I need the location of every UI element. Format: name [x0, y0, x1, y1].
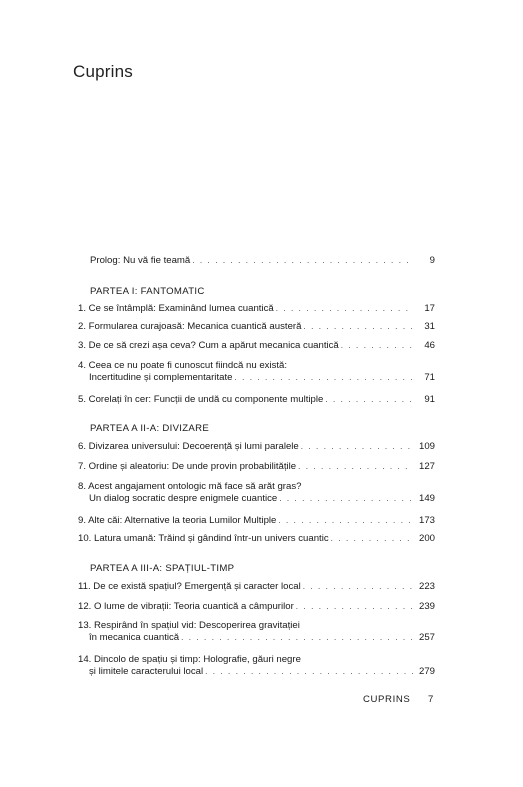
toc-page-number: 91	[424, 394, 435, 405]
part-heading-1: PARTEA I: FANTOMATIC	[90, 286, 205, 297]
toc-entry-5[interactable]	[78, 394, 435, 406]
dot-leader	[279, 493, 413, 505]
toc-entry-prolog[interactable]	[90, 255, 435, 267]
toc-entry-title: 12. O lume de vibrații: Teoria cuantică a câmpurilor	[78, 601, 294, 612]
dot-leader	[325, 394, 413, 406]
running-footer-page-number: 7	[428, 694, 434, 705]
toc-entry-12[interactable]	[78, 601, 435, 613]
toc-entry-title: 6. Divizarea universului: Decoerență și lumi paralele	[78, 441, 299, 452]
dot-leader	[276, 303, 413, 315]
toc-entry-title: 9. Alte căi: Alternative la teoria Lumilor Multiple	[78, 515, 277, 526]
dot-leader	[331, 533, 413, 545]
toc-entry-title: 11. De ce există spațiul? Emergență și caracter local	[78, 581, 301, 592]
dot-leader	[278, 515, 413, 527]
toc-page-number: 127	[418, 461, 435, 472]
dot-leader	[298, 461, 413, 473]
toc-entry-title: 2. Formularea curajoasă: Mecanica cuantică austeră	[78, 321, 302, 332]
toc-entry-title-cont: în mecanica cuantică	[89, 632, 180, 643]
dot-leader	[192, 255, 413, 267]
toc-entry-6[interactable]	[78, 441, 435, 453]
toc-page-number: 239	[418, 601, 435, 612]
toc-entry-title: 13. Respirând în spațiul vid: Descoperirea gravitației	[78, 620, 300, 631]
toc-page-number: 71	[424, 372, 435, 383]
toc-entry-1[interactable]	[78, 303, 435, 315]
toc-entry-title: 5. Corelați în cer: Funcții de undă cu componente multiple	[78, 394, 324, 405]
dot-leader	[234, 372, 413, 384]
dot-leader	[181, 632, 413, 644]
toc-entry-9[interactable]	[78, 515, 435, 527]
dot-leader	[296, 601, 413, 613]
dot-leader	[341, 340, 413, 352]
toc-entry-10[interactable]	[78, 533, 435, 545]
toc-entry-3[interactable]	[78, 340, 435, 352]
toc-entry-title: 4. Ceea ce nu poate fi cunoscut fiindcă nu există:	[78, 360, 288, 371]
toc-entry-title: 10. Latura umană: Trăind și gândind într-un univers cuantic	[78, 533, 329, 544]
toc-page-number: 109	[418, 441, 435, 452]
toc-entry-title: 7. Ordine și aleatoriu: De unde provin probabilitățile	[78, 461, 297, 472]
toc-entry-title: 8. Acest angajament ontologic mă face să arăt gras?	[78, 481, 302, 492]
toc-entry-4[interactable]	[78, 360, 435, 384]
toc-entry-title-cont: Incertitudine și complementaritate	[89, 372, 233, 383]
toc-page-number: 31	[424, 321, 435, 332]
dot-leader	[205, 666, 413, 678]
toc-entry-11[interactable]	[78, 581, 435, 593]
toc-entry-title-cont: și limitele caracterului local	[89, 666, 204, 677]
toc-page-number: 173	[418, 515, 435, 526]
running-footer-label: CUPRINS	[363, 694, 411, 705]
toc-entry-14[interactable]	[78, 654, 435, 678]
part-heading-2: PARTEA A II-A: DIVIZARE	[90, 423, 210, 434]
toc-entry-7[interactable]	[78, 461, 435, 473]
toc-entry-title-cont: Un dialog socratic despre enigmele cuantice	[89, 493, 278, 504]
dot-leader	[303, 581, 413, 593]
toc-entry-title: Prolog: Nu vă fie teamă	[90, 255, 191, 266]
toc-page-number: 149	[418, 493, 435, 504]
toc-page-number: 223	[418, 581, 435, 592]
toc-page-number: 46	[424, 340, 435, 351]
part-heading-3: PARTEA A III-A: SPAȚIUL-TIMP	[90, 563, 235, 574]
toc-entry-2[interactable]	[78, 321, 435, 333]
toc-page-number: 200	[418, 533, 435, 544]
toc-page-number: 17	[424, 303, 435, 314]
toc-entry-title: 1. Ce se întâmplă: Examinând lumea cuantică	[78, 303, 274, 314]
page-title: Cuprins	[73, 62, 133, 81]
dot-leader	[303, 321, 413, 333]
toc-page-number: 257	[418, 632, 435, 643]
toc-entry-13[interactable]	[78, 620, 435, 644]
toc-entry-title: 3. De ce să crezi așa ceva? Cum a apărut mecanica cuantică	[78, 340, 339, 351]
toc-page-number: 279	[418, 666, 435, 677]
dot-leader	[301, 441, 413, 453]
toc-entry-title: 14. Dincolo de spațiu și timp: Holografie, găuri negre	[78, 654, 301, 665]
toc-page-number: 9	[429, 255, 435, 266]
toc-entry-8[interactable]	[78, 481, 435, 505]
